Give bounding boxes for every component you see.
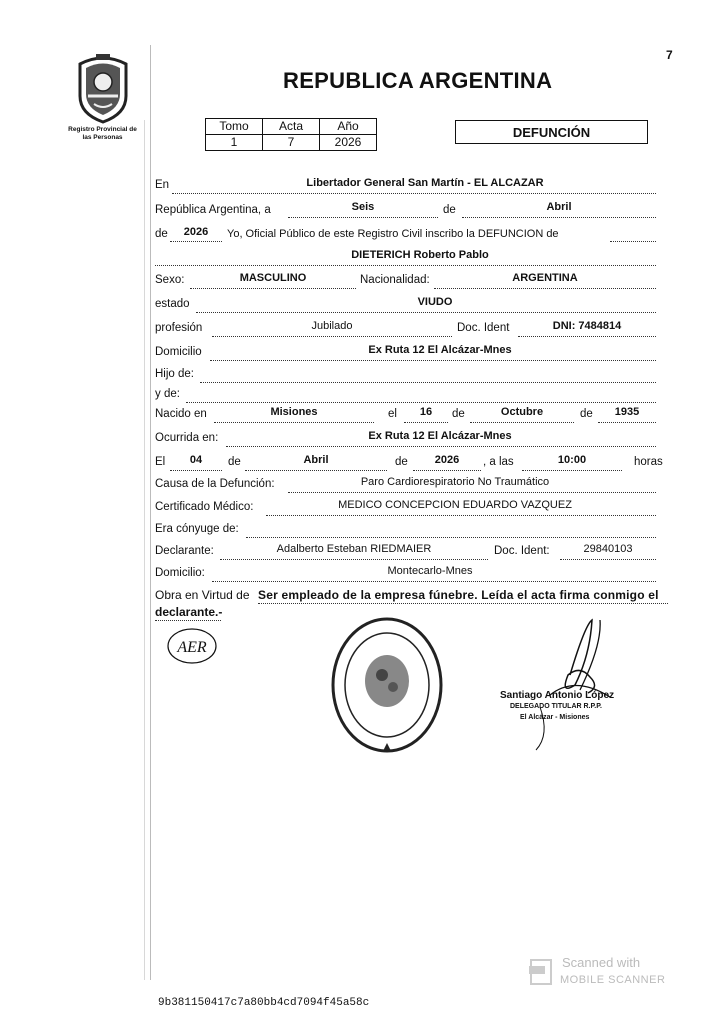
field-causa: Paro Cardiorespiratorio No Traumático [360,476,550,488]
dotted-line [598,421,656,423]
dotted-line [288,491,656,493]
field-profesion: Jubilado [311,320,353,332]
label-causa: Causa de la Defunción: [155,478,275,490]
field-domicilio-2: Montecarlo-Mnes [387,565,473,577]
label-doc-ident: Doc. Ident [457,322,510,334]
label-y-de: y de: [155,388,180,400]
registry-line-2: las Personas [82,134,123,141]
dotted-line [266,514,656,516]
field-day: Seis [351,201,375,213]
label-domicilio: Domicilio [155,346,202,358]
scanner-line-2: MOBILE SCANNER [560,974,666,986]
signature-scribble [530,615,640,755]
label-horas: horas [634,456,663,468]
page-title: REPUBLICA ARGENTINA [283,68,553,93]
initials-text: AER [177,639,207,656]
field-birth-year: 1935 [614,406,640,418]
label-estado: estado [155,298,190,310]
dotted-line [226,445,656,447]
label-certificado: Certificado Médico: [155,501,254,513]
dotted-line [404,421,448,423]
dotted-line [413,469,481,471]
document-type-box: DEFUNCIÓN [455,120,648,144]
dotted-line [155,619,221,621]
dotted-line [190,287,356,289]
scanner-line-1: Scanned with [562,955,641,970]
label-domicilio-2: Domicilio: [155,567,205,579]
registry-name [55,126,150,142]
margin-line-secondary [144,120,145,980]
official-seal [330,615,445,755]
dotted-line [170,240,222,242]
field-sexo: MASCULINO [239,272,307,284]
label-sexo: Sexo: [155,274,185,286]
label-hijo: Hijo de: [155,368,194,380]
label-conyuge: Era cónyuge de: [155,523,239,535]
field-year: 2026 [183,226,209,238]
field-ocurrida-en: Ex Ruta 12 El Alcázar-Mnes [368,430,512,442]
dotted-line [288,216,438,218]
field-birth-day: 16 [419,406,433,418]
table-value-tomo: 1 [206,135,263,151]
dotted-line [186,401,656,403]
label-obra: Obra en Virtud de [155,588,250,602]
label-nacido: Nacido en [155,408,207,420]
field-nacido-en: Misiones [270,406,318,418]
field-death-day: 04 [189,454,203,466]
table-header-ano: Año [320,119,377,135]
record-table [205,118,377,151]
label-doc-ident-2: Doc. Ident: [494,545,550,557]
dotted-line [200,381,656,383]
label-de6: de [395,456,408,468]
label-declarante: Declarante: [155,545,214,557]
dotted-line [258,602,668,604]
document-hash: 9b381150417c7a80bb4cd7094f45a58c [158,997,370,1009]
label-en: En [155,179,170,191]
dotted-line [245,469,387,471]
field-declarante: Adalberto Esteban RIEDMAIER [276,543,432,555]
dotted-line [470,421,574,423]
label-de4: de [580,408,593,420]
label-de: de [443,204,456,216]
field-death-time: 10:00 [557,454,587,466]
field-certificado: MEDICO CONCEPCION EDUARDO VAZQUEZ [338,499,572,511]
dotted-line [220,558,488,560]
registry-line-1: Registro Provincial de [68,126,137,133]
initials-mark [165,625,220,667]
dotted-line [210,359,656,361]
page-number: 7 [666,48,673,62]
field-location: Libertador General San Martín - EL ALCAZAR [306,177,544,189]
signer-place: El Alcázar - Misiones [520,714,590,721]
field-domicilio: Ex Ruta 12 El Alcázar-Mnes [368,344,512,356]
label-nacionalidad: Nacionalidad: [360,274,430,286]
signer-block [500,690,635,723]
dotted-line [610,240,656,242]
registro-text: Yo, Oficial Público de este Registro Civil inscribo la DEFUNCION de [227,228,559,240]
field-declarante-doc: 29840103 [583,543,633,555]
margin-line [150,45,151,980]
field-doc-ident: DNI: 7484814 [552,320,622,332]
dotted-line [522,469,622,471]
field-obra-end: declarante.- [155,605,223,619]
label-de2: de [155,228,168,240]
signer-name: Santiago Antonio López [500,690,615,701]
dotted-line [214,421,374,423]
dotted-line [172,192,656,194]
label-el: el [388,408,397,420]
dotted-line [518,335,656,337]
field-obra-text: Ser empleado de la empresa fúnebre. Leída el acta firma conmigo el [258,588,659,602]
table-value-acta: 7 [263,135,320,151]
field-death-year: 2026 [434,454,460,466]
field-estado: VIUDO [417,296,453,308]
label-profesion: profesión [155,322,203,334]
dotted-line [196,311,656,313]
field-birth-month: Octubre [500,406,544,418]
dotted-line [170,469,222,471]
dotted-line [560,558,656,560]
label-el2: El [155,456,166,468]
dotted-line [212,335,452,337]
field-month: Abril [546,201,572,213]
label-de3: de [452,408,465,420]
dotted-line [462,216,656,218]
label-ocurrida: Ocurrida en: [155,432,219,444]
field-death-month: Abril [303,454,329,466]
field-deceased-name: DIETERICH Roberto Pablo [351,249,489,261]
table-value-ano: 2026 [320,135,377,151]
table-header-acta: Acta [263,119,320,135]
signer-title: DELEGADO TITULAR R.P.P. [510,703,602,710]
dotted-line [212,580,656,582]
label-de5: de [228,456,241,468]
dotted-line [434,287,656,289]
dotted-line [246,536,656,538]
label-a-las: , a las [483,456,514,468]
table-header-tomo: Tomo [206,119,263,135]
label-republica: República Argentina, a [155,204,271,216]
province-crest-icon [70,52,136,124]
pdf-icon [528,958,556,986]
dotted-line [155,264,656,266]
field-nacionalidad: ARGENTINA [512,272,578,284]
